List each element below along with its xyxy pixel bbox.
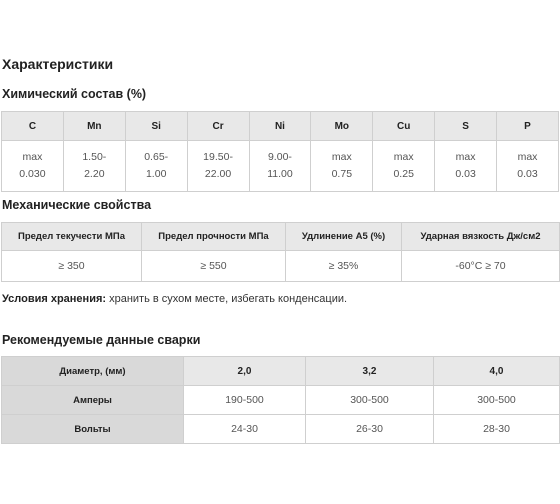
storage-conditions	[2, 293, 347, 305]
diameter-label: Диаметр, (мм)	[2, 357, 184, 386]
welding-heading: Рекомендуемые данные сварки	[2, 333, 201, 347]
storage-label: Условия хранения:	[2, 293, 107, 305]
mechanical-heading: Механические свойства	[2, 198, 152, 212]
element-header-s: S	[435, 112, 497, 141]
volts-label: Вольты	[2, 415, 184, 444]
value-cell-cu: max 0.25	[373, 141, 435, 192]
value-cell-mn: 1.50- 2.20	[63, 141, 125, 192]
amperes-label: Амперы	[2, 386, 184, 415]
value-cell-ni: 9.00- 11.00	[249, 141, 311, 192]
diameter-value: 4,0	[434, 357, 560, 386]
element-header-mo: Mo	[311, 112, 373, 141]
table-row	[2, 415, 560, 444]
storage-text: хранить в сухом месте, избегать конденсации.	[106, 293, 348, 305]
value-cell-si: 0.65- 1.00	[125, 141, 187, 192]
element-header-mn: Mn	[63, 112, 125, 141]
chemical-heading: Химический состав (%)	[2, 87, 147, 101]
table-row	[2, 141, 559, 192]
chemical-composition-table	[1, 111, 559, 192]
value-cell-p: max 0.03	[497, 141, 559, 192]
elongation-header: Удлинение А5 (%)	[286, 223, 402, 251]
tensile-strength-header: Предел прочности МПа	[142, 223, 286, 251]
table-row	[2, 386, 560, 415]
amperes-value: 190-500	[184, 386, 306, 415]
welding-data-table	[1, 356, 560, 444]
value-cell-mo: max 0.75	[311, 141, 373, 192]
element-header-cu: Cu	[373, 112, 435, 141]
element-header-si: Si	[125, 112, 187, 141]
table-header-row	[2, 112, 559, 141]
volts-value: 28-30	[434, 415, 560, 444]
table-row	[2, 251, 560, 282]
table-row	[2, 357, 560, 386]
value-cell-c: max 0.030	[2, 141, 64, 192]
tensile-strength-value: ≥ 550	[142, 251, 286, 282]
elongation-value: ≥ 35%	[286, 251, 402, 282]
element-header-p: P	[497, 112, 559, 141]
value-cell-s: max 0.03	[435, 141, 497, 192]
amperes-value: 300-500	[306, 386, 434, 415]
table-header-row	[2, 223, 560, 251]
element-header-c: C	[2, 112, 64, 141]
element-header-ni: Ni	[249, 112, 311, 141]
volts-value: 24-30	[184, 415, 306, 444]
page-title: Характеристики	[2, 56, 114, 72]
amperes-value: 300-500	[434, 386, 560, 415]
impact-toughness-value: -60°C ≥ 70	[402, 251, 560, 282]
element-header-cr: Cr	[187, 112, 249, 141]
volts-value: 26-30	[306, 415, 434, 444]
yield-strength-header: Предел текучести МПа	[2, 223, 142, 251]
diameter-value: 2,0	[184, 357, 306, 386]
impact-toughness-header: Ударная вязкость Дж/см2	[402, 223, 560, 251]
value-cell-cr: 19.50- 22.00	[187, 141, 249, 192]
mechanical-properties-table	[1, 222, 560, 282]
yield-strength-value: ≥ 350	[2, 251, 142, 282]
diameter-value: 3,2	[306, 357, 434, 386]
